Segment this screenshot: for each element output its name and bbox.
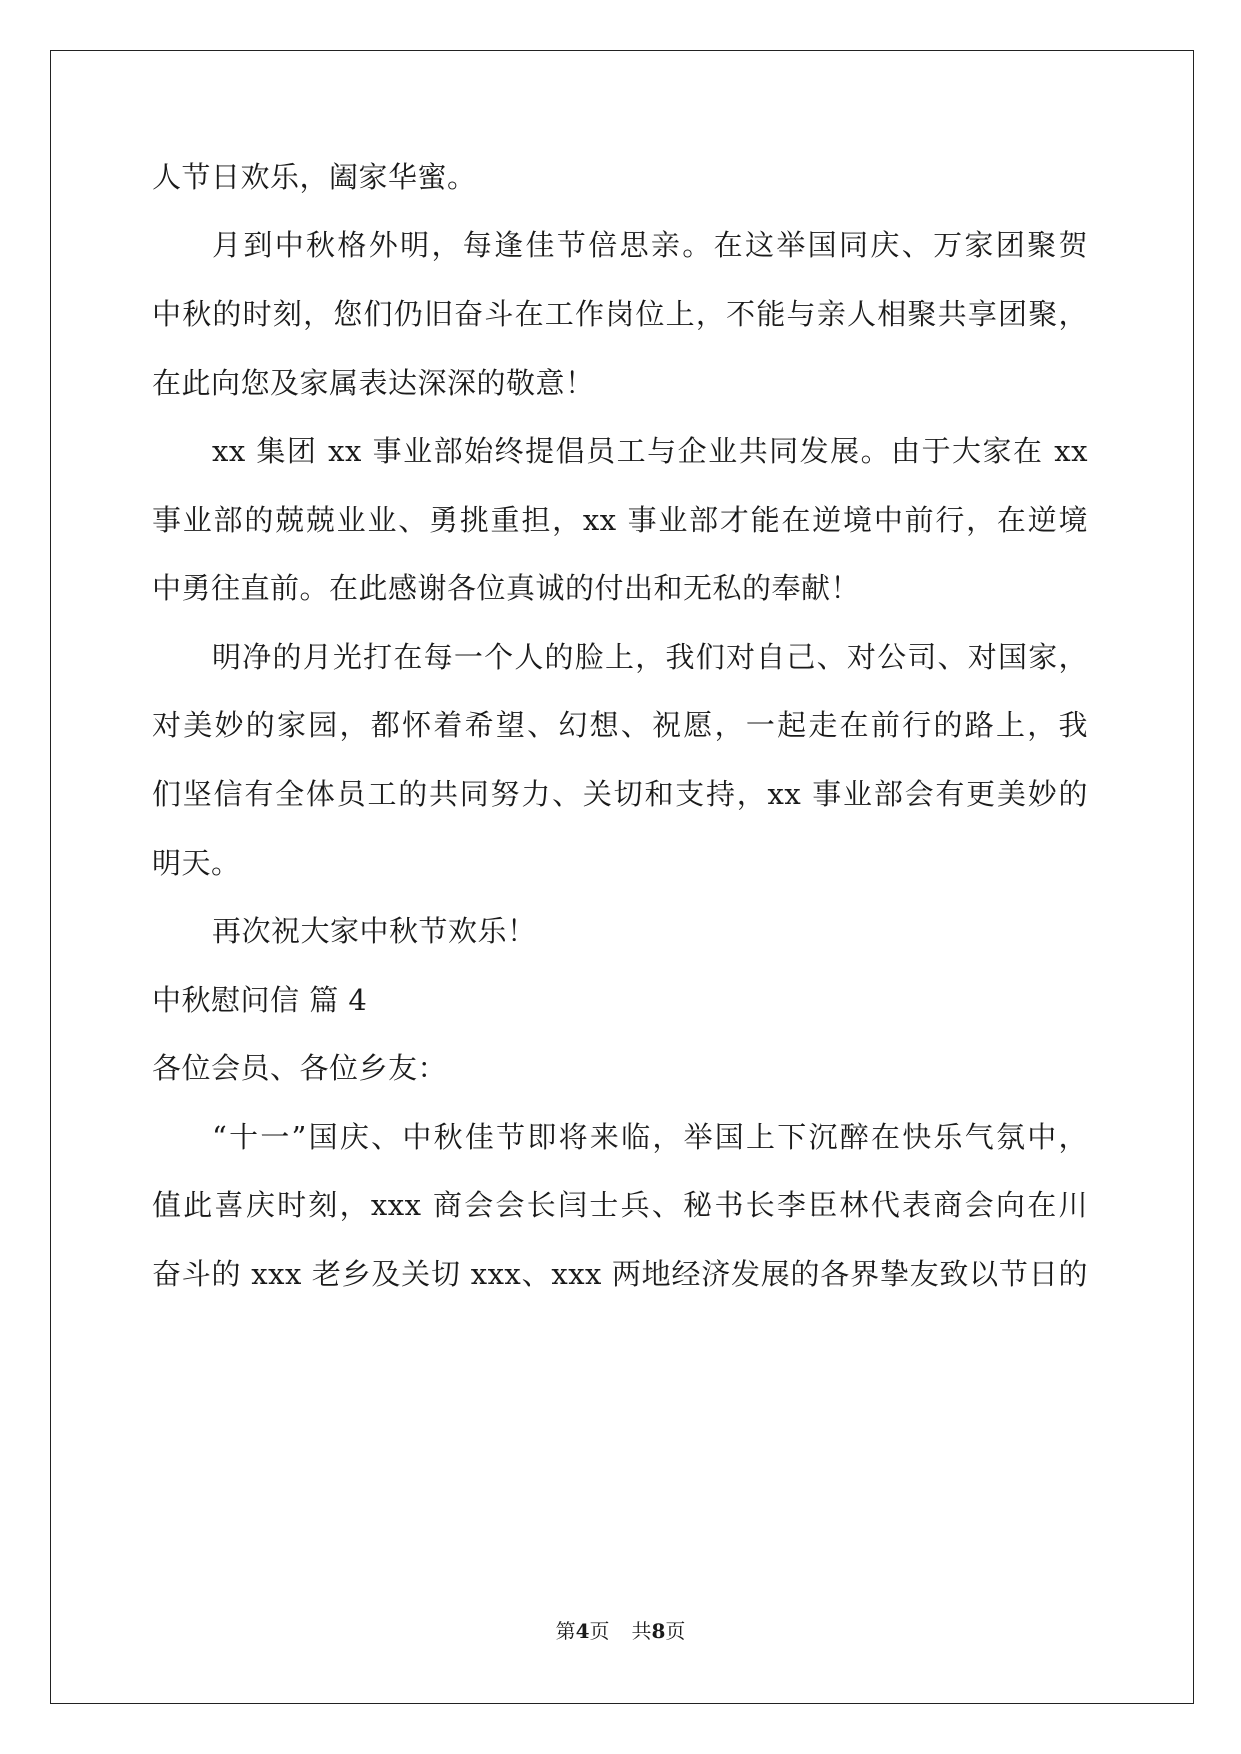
text-line-6: 事业部的兢兢业业、勇挑重担，xx 事业部才能在逆境中前行，在逆境 <box>152 503 1088 537</box>
text-line-3: 中秋的时刻，您们仍旧奋斗在工作岗位上，不能与亲人相聚共享团聚， <box>152 297 1088 331</box>
text-line-1: 人节日欢乐，阖家华蜜。 <box>152 160 477 194</box>
footer-total-unit: 页 <box>665 1619 686 1643</box>
text-line-8: 明净的月光打在每一个人的脸上，我们对自己、对公司、对国家， <box>212 640 1088 674</box>
text-line-11: 明天。 <box>152 846 241 880</box>
text-line-12: 再次祝大家中秋节欢乐！ <box>212 914 537 948</box>
salutation: 各位会员、各位乡友： <box>152 1051 448 1085</box>
text-line-15: “十一”国庆、中秋佳节即将来临，举国上下沉醉在快乐气氛中， <box>212 1120 1088 1154</box>
footer-total-prefix: 共 <box>631 1619 652 1643</box>
footer-page-number: 4 <box>575 1619 590 1643</box>
page-footer <box>0 1617 1241 1645</box>
text-line-5: xx 集团 xx 事业部始终提倡员工与企业共同发展。由于大家在 xx <box>212 434 1088 468</box>
text-line-2: 月到中秋格外明，每逢佳节倍思亲。在这举国同庆、万家团聚贺 <box>212 228 1088 262</box>
text-line-4: 在此向您及家属表达深深的敬意！ <box>152 366 595 400</box>
text-line-17: 奋斗的 xxx 老乡及关切 xxx、xxx 两地经济发展的各界挚友致以节日的 <box>152 1257 1088 1291</box>
text-line-10: 们坚信有全体员工的共同努力、关切和支持，xx 事业部会有更美妙的 <box>152 777 1088 811</box>
section-heading: 中秋慰问信 篇 4 <box>152 983 368 1017</box>
text-line-7: 中勇往直前。在此感谢各位真诚的付出和无私的奉献！ <box>152 571 861 605</box>
footer-prefix: 第 <box>555 1619 576 1643</box>
footer-page-unit: 页 <box>589 1619 610 1643</box>
text-line-16: 值此喜庆时刻，xxx 商会会长闫士兵、秘书长李臣林代表商会向在川 <box>152 1188 1088 1222</box>
text-line-9: 对美妙的家园，都怀着希望、幻想、祝愿，一起走在前行的路上，我 <box>152 708 1088 742</box>
footer-total-pages: 8 <box>651 1619 666 1643</box>
